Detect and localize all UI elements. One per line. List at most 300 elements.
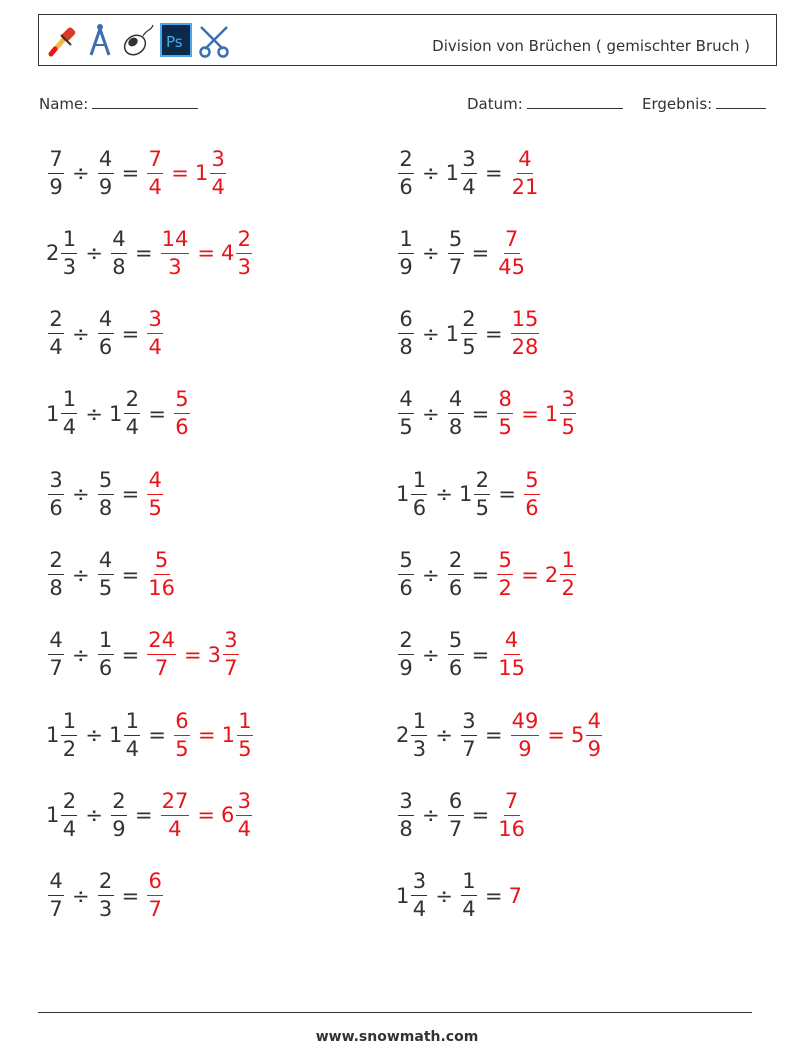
denominator: 9 [518, 736, 532, 761]
dividend [396, 871, 429, 920]
denominator: 3 [412, 736, 427, 761]
numerator: 7 [504, 229, 520, 254]
fraction [48, 146, 64, 199]
denominator: 3 [62, 254, 77, 279]
numerator: 4 [504, 630, 520, 655]
numerator: 6 [448, 791, 464, 816]
divisor [458, 467, 492, 520]
problem-17 [46, 785, 254, 845]
denominator: 9 [587, 736, 601, 761]
numerator: 2 [124, 389, 140, 414]
denominator: 6 [412, 495, 427, 520]
fraction [98, 630, 114, 679]
whole-number: 2 [46, 241, 60, 266]
numerator: 3 [560, 389, 576, 414]
numerator: 2 [461, 309, 477, 334]
dividend [396, 146, 416, 199]
numerator: 3 [461, 149, 477, 174]
whole-number: 1 [46, 803, 60, 828]
answer-fraction [174, 708, 190, 761]
denominator: 5 [399, 415, 413, 440]
divisor [109, 788, 129, 841]
fraction [124, 389, 140, 438]
numerator: 5 [398, 550, 414, 575]
denominator: 45 [498, 254, 525, 279]
numerator: 1 [560, 550, 576, 575]
date-field[interactable] [467, 94, 623, 113]
numerator: 5 [497, 550, 513, 575]
fraction [398, 309, 414, 358]
fraction [210, 146, 226, 199]
denominator: 2 [498, 576, 512, 600]
denominator: 4 [49, 335, 63, 360]
denominator: 15 [498, 656, 525, 681]
dividend [396, 788, 416, 841]
numerator: 24 [147, 630, 176, 655]
equals-sign: = [471, 562, 490, 587]
numerator: 4 [398, 389, 414, 414]
denominator: 4 [125, 415, 140, 440]
answer-fraction [497, 550, 513, 599]
problem-18 [396, 785, 528, 845]
divisor [96, 550, 116, 599]
divide-sign: ÷ [435, 482, 453, 507]
fraction [61, 226, 77, 279]
date-label: Datum: [467, 95, 523, 113]
divide-sign: ÷ [422, 401, 440, 426]
dividend [396, 226, 416, 279]
problem-9 [46, 464, 165, 524]
numerator: 2 [48, 550, 64, 575]
denominator: 6 [448, 656, 463, 681]
fraction [398, 788, 414, 841]
numerator: 5 [448, 630, 464, 655]
dividend [396, 630, 416, 679]
equals-sign: = [197, 723, 216, 748]
whole-number: 5 [570, 723, 585, 748]
fraction [98, 467, 114, 520]
equals-sign: = [547, 723, 565, 748]
denominator: 7 [448, 254, 463, 279]
equals-sign: = [121, 161, 140, 185]
answer-mixed [545, 389, 578, 438]
denominator: 4 [462, 897, 476, 922]
divide-sign: ÷ [422, 803, 440, 828]
answer-mixed [545, 550, 578, 599]
fraction [560, 550, 576, 599]
answer-fraction [147, 871, 163, 920]
answer-fraction [147, 309, 163, 358]
answer-mixed [208, 630, 241, 679]
problem-7 [46, 384, 192, 444]
whole-number: 1 [544, 401, 559, 426]
numerator: 1 [411, 470, 427, 495]
problem-14 [396, 625, 528, 685]
problem-11 [46, 545, 178, 605]
denominator: 4 [412, 897, 427, 922]
dividend [396, 550, 416, 599]
denominator: 3 [168, 254, 182, 279]
numerator: 3 [411, 871, 427, 896]
answer-mixed [570, 708, 604, 761]
worksheet-header [38, 14, 777, 66]
numerator: 4 [586, 711, 602, 736]
numerator: 2 [48, 309, 64, 334]
answer-fraction [174, 389, 190, 438]
numerator: 6 [398, 309, 414, 334]
denominator: 7 [49, 897, 63, 922]
answer-fraction [497, 389, 513, 438]
problem-8 [396, 384, 578, 444]
fraction [461, 708, 477, 761]
dividend [46, 871, 66, 920]
answer-fraction [524, 467, 540, 520]
numerator: 5 [98, 470, 114, 495]
equals-sign: = [121, 321, 140, 346]
divide-sign: ÷ [72, 161, 90, 185]
whole-number: 1 [445, 321, 459, 346]
answer-fraction [161, 788, 190, 841]
numerator: 3 [236, 791, 252, 816]
denominator: 2 [62, 736, 77, 761]
equals-sign: = [471, 241, 490, 266]
equals-sign: = [121, 883, 140, 908]
equals-sign: = [484, 883, 503, 908]
dividend [46, 226, 79, 279]
divisor [96, 467, 116, 520]
fraction [461, 146, 477, 199]
fraction [236, 226, 252, 279]
whole-number: 1 [194, 161, 209, 185]
numerator: 3 [398, 791, 414, 816]
denominator: 5 [462, 335, 476, 360]
divide-sign: ÷ [72, 482, 90, 507]
worksheet-title: Division von Brüchen ( gemischter Bruch ) [432, 37, 750, 55]
answer-mixed [220, 226, 254, 279]
equals-sign: = [484, 161, 503, 185]
denominator: 5 [148, 495, 162, 520]
numerator: 1 [237, 711, 253, 736]
fraction [398, 550, 414, 599]
compass-icon [83, 21, 117, 59]
numerator: 7 [147, 149, 163, 174]
divide-sign: ÷ [422, 241, 440, 266]
fraction [48, 467, 64, 520]
answer-fraction [497, 226, 526, 279]
answer-fraction [497, 630, 526, 679]
divisor [459, 871, 479, 920]
whole-number: 1 [445, 161, 459, 185]
fraction [98, 550, 114, 599]
denominator: 8 [448, 415, 463, 440]
fraction [111, 788, 127, 841]
dividend [396, 309, 416, 358]
denominator: 4 [148, 174, 162, 199]
fraction [61, 708, 77, 761]
denominator: 16 [148, 576, 175, 600]
denominator: 7 [448, 816, 463, 841]
dividend [46, 708, 79, 761]
answer-fraction [511, 708, 540, 761]
fraction [448, 630, 464, 679]
fraction [411, 708, 427, 761]
svg-text:Ps: Ps [166, 33, 183, 51]
fraction [98, 146, 114, 199]
fraction [124, 708, 140, 761]
numerator: 5 [448, 229, 464, 254]
problem-1 [46, 143, 228, 203]
denominator: 5 [98, 576, 113, 600]
fraction [48, 550, 64, 599]
numerator: 2 [111, 791, 127, 816]
divide-sign: ÷ [85, 803, 103, 828]
result-label: Ergebnis: [642, 95, 713, 113]
divide-sign: ÷ [422, 562, 440, 587]
divisor [445, 146, 479, 199]
divide-sign: ÷ [422, 642, 440, 667]
denominator: 5 [561, 415, 575, 440]
equals-sign: = [171, 161, 189, 185]
fraction [411, 467, 427, 520]
divisor [96, 146, 116, 199]
divide-sign: ÷ [72, 321, 90, 346]
numerator: 2 [448, 550, 464, 575]
fraction [586, 708, 602, 761]
equals-sign: = [134, 241, 153, 266]
dividend [46, 630, 66, 679]
dividend [46, 146, 66, 199]
equals-sign: = [197, 803, 215, 828]
dividend [396, 708, 429, 761]
problem-5 [46, 304, 165, 364]
divide-sign: ÷ [85, 723, 103, 748]
scissors-icon [197, 21, 231, 59]
fraction [98, 871, 114, 920]
numerator: 3 [210, 149, 226, 174]
answer-fraction [511, 309, 540, 358]
equals-sign: = [521, 401, 539, 426]
fraction [48, 309, 64, 358]
answer-fraction [161, 226, 190, 279]
fraction [398, 389, 414, 438]
problem-19 [46, 866, 165, 926]
denominator: 4 [462, 174, 476, 199]
problem-6 [396, 304, 541, 364]
dividend [396, 467, 429, 520]
denominator: 5 [175, 736, 189, 761]
numerator: 4 [98, 550, 114, 575]
answer-fraction [147, 630, 176, 679]
date-blank[interactable] [527, 94, 623, 109]
fraction [560, 389, 576, 438]
numerator: 1 [98, 630, 114, 655]
numerator: 5 [154, 550, 170, 575]
numerator: 2 [98, 871, 114, 896]
numerator: 2 [474, 470, 490, 495]
divisor [446, 630, 466, 679]
divide-sign: ÷ [72, 562, 90, 587]
equals-sign: = [183, 642, 202, 667]
name-field[interactable] [39, 94, 198, 113]
answer-fraction [147, 550, 176, 599]
denominator: 7 [224, 656, 238, 681]
denominator: 6 [49, 495, 63, 520]
numerator: 1 [61, 389, 77, 414]
equals-sign: = [471, 803, 490, 828]
dividend [46, 788, 79, 841]
dividend [46, 467, 66, 520]
pipette-icon [45, 21, 79, 59]
photoshop-icon [159, 21, 193, 59]
numerator: 15 [511, 309, 540, 334]
fraction [48, 871, 64, 920]
problem-20 [396, 866, 522, 926]
denominator: 9 [98, 174, 113, 199]
divisor [446, 389, 466, 438]
numerator: 1 [124, 711, 140, 736]
answer-fraction [147, 146, 163, 199]
problem-16 [396, 705, 604, 765]
denominator: 5 [498, 415, 512, 440]
divide-sign: ÷ [85, 401, 103, 426]
whole-number: 3 [207, 642, 221, 667]
equals-sign: = [121, 562, 140, 587]
numerator: 2 [61, 791, 77, 816]
numerator: 5 [524, 470, 540, 495]
fraction [448, 389, 464, 438]
footer-url: www.snowmath.com [315, 1029, 479, 1045]
problem-15 [46, 705, 255, 765]
divisor [108, 708, 142, 761]
answer-fraction [147, 467, 163, 520]
answer-mixed [221, 708, 255, 761]
dividend [46, 309, 66, 358]
whole-number: 1 [396, 482, 410, 507]
denominator: 7 [148, 897, 162, 922]
denominator: 9 [399, 254, 413, 279]
equals-sign: = [121, 482, 140, 507]
fraction [398, 226, 414, 279]
numerator: 6 [147, 871, 163, 896]
numerator: 27 [161, 791, 190, 816]
divide-sign: ÷ [435, 723, 453, 748]
divisor [446, 309, 479, 358]
numerator: 4 [48, 630, 64, 655]
numerator: 4 [111, 229, 127, 254]
divisor [96, 630, 116, 679]
fraction [111, 226, 127, 279]
numerator: 1 [411, 711, 427, 736]
dividend [46, 389, 79, 438]
fraction [237, 708, 253, 761]
fraction [48, 630, 64, 679]
whole-number: 1 [396, 883, 410, 908]
denominator: 8 [399, 816, 413, 841]
whole-number: 1 [458, 482, 473, 507]
denominator: 3 [237, 254, 251, 279]
divide-sign: ÷ [85, 241, 103, 266]
whole-number: 1 [221, 723, 235, 748]
denominator: 6 [399, 174, 413, 199]
mouse-icon [121, 21, 155, 59]
divisor [96, 871, 116, 920]
numerator: 2 [398, 149, 414, 174]
equals-sign: = [121, 642, 140, 667]
denominator: 4 [62, 816, 77, 841]
fraction [474, 467, 490, 520]
fraction [448, 550, 464, 599]
fraction [411, 871, 427, 920]
result-field[interactable] [642, 94, 766, 113]
fraction [448, 788, 464, 841]
equals-sign: = [471, 642, 490, 667]
numerator: 1 [398, 229, 414, 254]
equals-sign: = [498, 482, 516, 507]
equals-sign: = [484, 321, 503, 346]
equals-sign: = [197, 241, 215, 266]
denominator: 9 [112, 816, 126, 841]
header-icons [45, 19, 231, 61]
numerator: 8 [497, 389, 513, 414]
whole-number: 1 [46, 723, 60, 748]
equals-sign: = [134, 803, 153, 828]
dividend [396, 389, 416, 438]
equals-sign: = [484, 723, 503, 748]
divide-sign: ÷ [72, 642, 90, 667]
fraction [236, 788, 252, 841]
answer-whole: 7 [508, 883, 522, 908]
equals-sign: = [471, 401, 490, 426]
denominator: 3 [98, 897, 113, 922]
numerator: 4 [98, 149, 114, 174]
denominator: 7 [462, 736, 476, 761]
divide-sign: ÷ [435, 883, 453, 908]
equals-sign: = [148, 723, 166, 748]
numerator: 3 [461, 711, 477, 736]
fraction [61, 389, 77, 438]
problem-13 [46, 625, 241, 685]
name-blank[interactable] [92, 94, 198, 109]
divide-sign: ÷ [422, 161, 440, 185]
whole-number: 1 [108, 401, 123, 426]
denominator: 21 [511, 174, 539, 199]
name-label: Name: [39, 95, 89, 113]
fraction [98, 309, 114, 358]
divide-sign: ÷ [422, 321, 440, 346]
problem-2 [396, 143, 541, 203]
denominator: 4 [168, 816, 182, 841]
numerator: 4 [48, 871, 64, 896]
denominator: 28 [511, 335, 539, 360]
divisor [446, 788, 466, 841]
fraction [398, 630, 414, 679]
denominator: 9 [399, 656, 413, 681]
denominator: 6 [175, 415, 189, 440]
whole-number: 2 [396, 723, 410, 748]
denominator: 8 [49, 576, 63, 600]
whole-number: 1 [46, 401, 60, 426]
result-blank[interactable] [716, 94, 766, 109]
footer-divider [38, 1012, 752, 1013]
denominator: 5 [475, 495, 490, 520]
denominator: 4 [237, 816, 251, 841]
denominator: 6 [448, 576, 463, 600]
denominator: 6 [399, 576, 413, 600]
fraction [61, 788, 77, 841]
problem-3 [46, 223, 254, 283]
denominator: 6 [98, 656, 113, 681]
denominator: 4 [148, 335, 162, 360]
